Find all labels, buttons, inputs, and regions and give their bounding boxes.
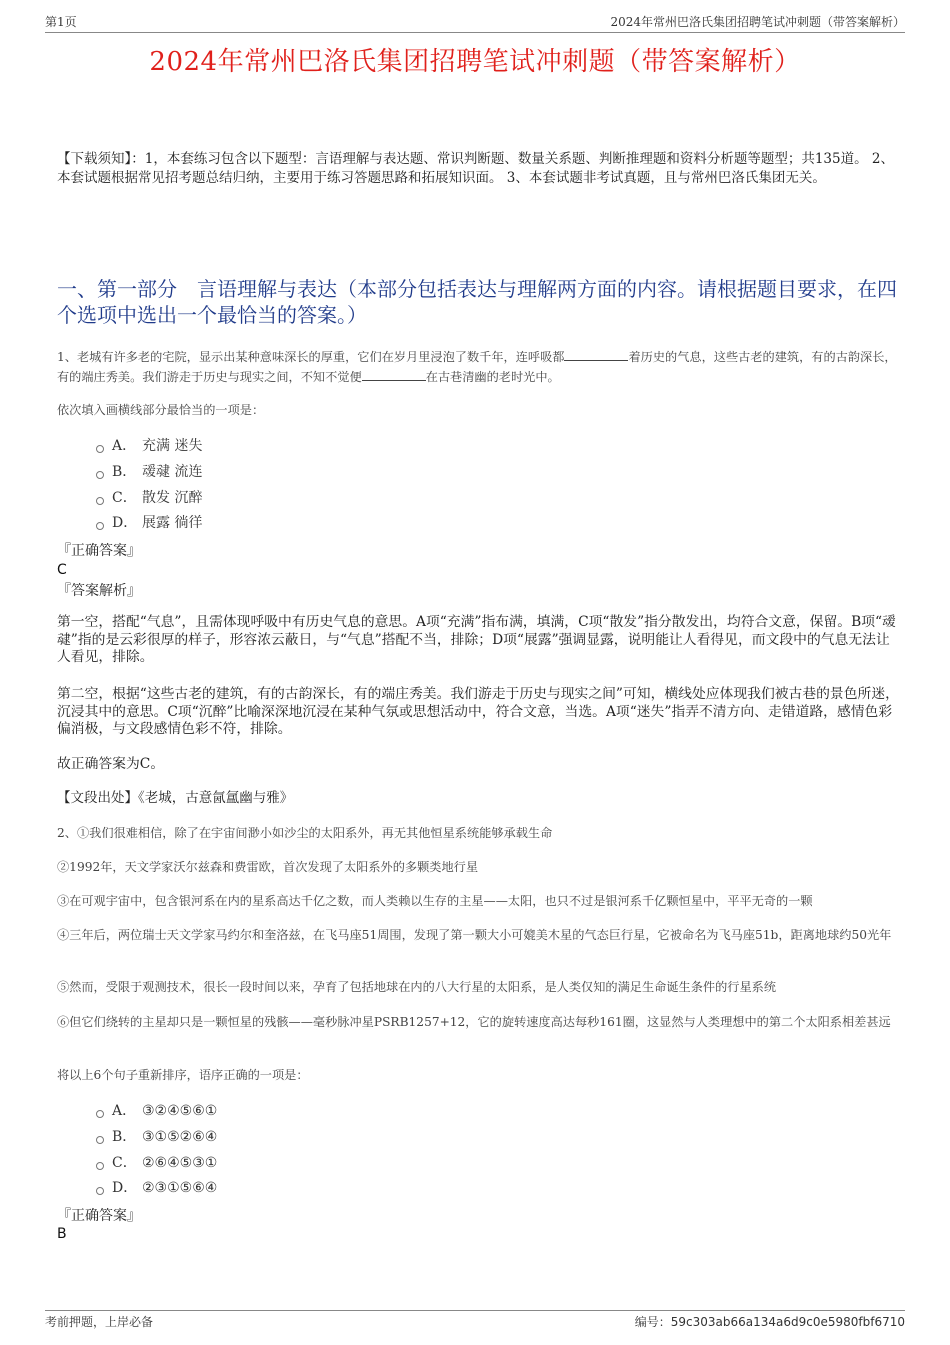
q1-source: 【文段出处】《老城，古意氤氲幽与雅》	[57, 790, 294, 806]
radio-icon[interactable]	[96, 1110, 104, 1118]
question-1-prompt: 依次填入画横线部分最恰当的一项是：	[57, 403, 265, 417]
q2-answer: B	[57, 1226, 67, 1242]
q2-option-b[interactable]: B． ③①⑤②⑥④	[96, 1126, 217, 1148]
radio-icon[interactable]	[96, 1162, 104, 1170]
footer-divider	[45, 1310, 905, 1311]
q2-answer-label: 『正确答案』	[57, 1208, 141, 1224]
q1-text-part-b: 着历史的气息，这些古老的建筑，有的古韵深长，有的端庄秀美。我们游走于历史与现实之间，不知不觉便	[57, 350, 897, 384]
q1-analysis-conclusion: 故正确答案为C。	[57, 756, 165, 772]
q1-option-a[interactable]: A． 充满 迷失	[96, 435, 202, 457]
q1-answer: C	[57, 562, 67, 578]
radio-icon[interactable]	[96, 1136, 104, 1144]
footer-serial-code: 59c303ab66a134a6d9c0e5980fbf6710	[670, 1315, 905, 1329]
q1-analysis-paragraph-2: 第二空，根据“这些古老的建筑，有的古韵深长，有的端庄秀美。我们游走于历史与现实之间”可知，横线处应体现我们被古巷的景色所迷，沉浸其中的意思。C项“沉醉”比喻深深地沉浸在某种气氛或思想活动中，符合文意，当选。A项“迷失”指弄不清方向、走错道路，感情色彩偏消极，与文段感情色彩不符，排除。	[57, 686, 899, 737]
q2-option-d[interactable]: D． ②③①⑤⑥④	[96, 1177, 217, 1199]
q1-option-d[interactable]: D． 展露 徜徉	[96, 512, 202, 534]
q2-sentence-4: ④三年后，两位瑞士天文学家马约尔和奎洛兹，在飞马座51周围，发现了第一颗大小可媲美木星的气态巨行星，它被命名为飞马座51b，距离地球约50光年	[57, 928, 892, 942]
q1-option-b[interactable]: B． 叆叇 流连	[96, 461, 202, 483]
page-number: 第1页	[45, 15, 77, 29]
page-title: 2024年常州巴洛氏集团招聘笔试冲刺题（带答案解析）	[149, 47, 801, 77]
q2-sentence-6: ⑥但它们绕转的主星却只是一颗恒星的残骸——毫秒脉冲星PSRB1257+12，它的旋转速度高达每秒161圈，这显然与人类理想中的第二个太阳系相差甚远	[57, 1015, 891, 1029]
q1-analysis-paragraph-1: 第一空，搭配“气息”，且需体现呼吸中有历史气息的意思。A项“充满”指布满，填满，C项“散发”指分散发出，均符合文意，保留。B项“叆叇”指的是云彩很厚的样子，形容浓云蔽日，与“气息”搭配不当，排除；D项“展露”强调显露，说明能让人看得见，而文段中的气息无法让人看见，排除。	[57, 614, 896, 665]
q2-sentence-1: 2、①我们很难相信，除了在宇宙间渺小如沙尘的太阳系外，再无其他恒星系统能够承载生命	[57, 826, 553, 840]
radio-icon[interactable]	[96, 497, 104, 505]
q1-text-part-c: 在古巷清幽的老时光中。	[425, 370, 560, 384]
q1-option-c[interactable]: C． 散发 沉醉	[96, 487, 202, 509]
q2-sentence-5: ⑤然而，受限于观测技术，很长一段时间以来，孕育了包括地球在内的八大行星的太阳系，是人类仅知的满足生命诞生条件的行星系统	[57, 980, 777, 994]
question-2-prompt: 将以上6个句子重新排序，语序正确的一项是：	[57, 1068, 309, 1082]
question-1-text	[57, 347, 902, 387]
q2-sentence-2: ②1992年，天文学家沃尔兹森和费雷欧，首次发现了太阳系外的多颗类地行星	[57, 860, 479, 874]
header-divider	[45, 32, 905, 33]
q2-option-a[interactable]: A． ③②④⑤⑥①	[96, 1100, 217, 1122]
q1-answer-label: 『正确答案』	[57, 543, 141, 559]
radio-icon[interactable]	[96, 471, 104, 479]
download-notice: 【下载须知】：1，本套练习包含以下题型：言语理解与表达题、常识判断题、数量关系题、判断推理题和资料分析题等题型；共135道。 2、本套试题根据常见招考题总结归纳，主要用于练习答题思路和拓展知识面。 3、本套试题非考试真题，且与常州巴洛氏集团无关。	[57, 151, 894, 186]
radio-icon[interactable]	[96, 1187, 104, 1195]
footer-serial	[635, 1314, 905, 1330]
q1-analysis-label: 『答案解析』	[57, 583, 141, 599]
header-doc-title: 2024年常州巴洛氏集团招聘笔试冲刺题（带答案解析）	[610, 15, 905, 29]
footer-slogan: 考前押题，上岸必备	[45, 1315, 154, 1329]
fill-blank-2	[362, 368, 426, 381]
section-heading: 一、第一部分 言语理解与表达（本部分包括表达与理解两方面的内容。请根据题目要求，在四个选项中选出一个最恰当的答案。）	[57, 277, 897, 327]
q1-text-part-a: 1、老城有许多老的宅院，显示出某种意味深长的厚重，它们在岁月里浸泡了数千年，连呼吸都	[57, 350, 565, 364]
fill-blank-1	[564, 348, 628, 361]
q2-option-c[interactable]: C． ②⑥④⑤③①	[96, 1152, 217, 1174]
radio-icon[interactable]	[96, 522, 104, 530]
footer-serial-label: 编号：	[634, 1315, 671, 1329]
q2-sentence-3: ③在可观宇宙中，包含银河系在内的星系高达千亿之数，而人类赖以生存的主星——太阳，也只不过是银河系千亿颗恒星中，平平无奇的一颗	[57, 894, 813, 908]
radio-icon[interactable]	[96, 445, 104, 453]
